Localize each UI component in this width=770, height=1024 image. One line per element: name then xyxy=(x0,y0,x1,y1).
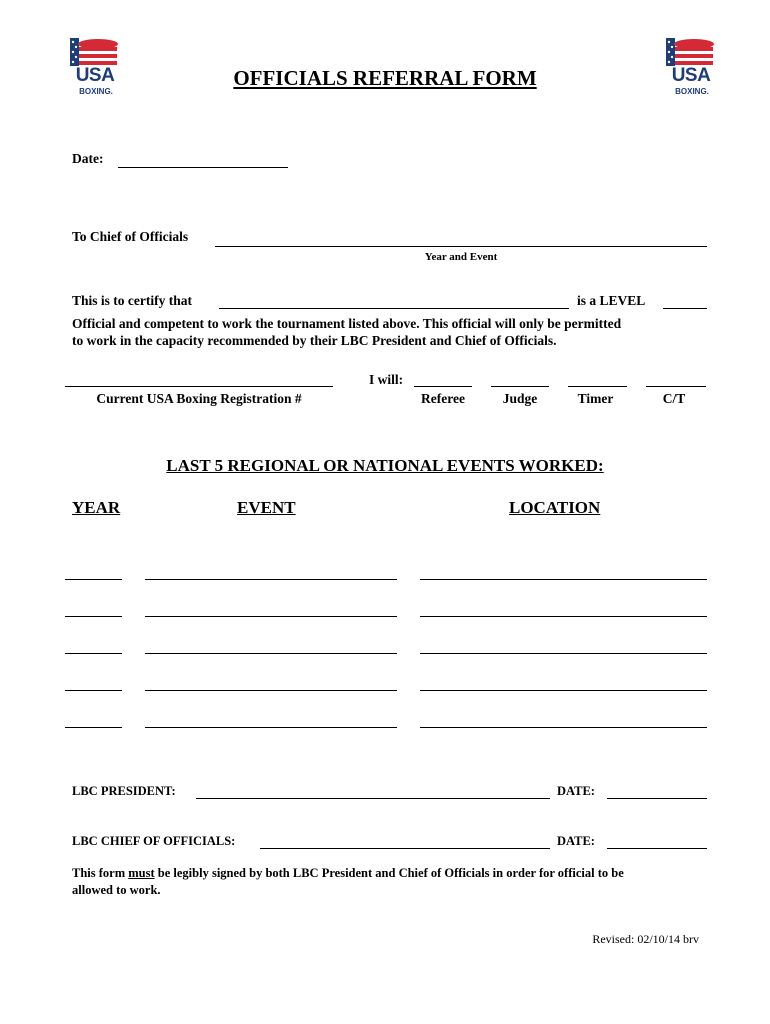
referee-label: Referee xyxy=(421,391,465,406)
certify-prefix: This is to certify that xyxy=(72,293,192,308)
i-will-label: I will: xyxy=(369,372,404,387)
president-date-field[interactable] xyxy=(607,798,707,799)
event-name-field[interactable] xyxy=(145,616,397,617)
chief-date-field[interactable] xyxy=(607,848,707,849)
certify-line-2: Official and competent to work the tournament listed above. This official will only be permitted xyxy=(72,316,622,331)
logo-usa-text: USA xyxy=(75,65,115,86)
timer-label: Timer xyxy=(577,391,614,406)
year-column-header: YEAR xyxy=(72,498,121,517)
ct-label: C/T xyxy=(662,391,686,406)
event-location-field[interactable] xyxy=(420,727,707,728)
event-name-field[interactable] xyxy=(145,727,397,728)
lbc-president-signature-field[interactable] xyxy=(196,798,550,799)
logo-usa-text: USA xyxy=(671,65,711,86)
revised-date: Revised: 02/10/14 brv xyxy=(592,932,699,946)
ct-field[interactable] xyxy=(646,386,706,387)
event-year-field[interactable] xyxy=(65,616,122,617)
president-date-label: DATE: xyxy=(557,784,595,798)
logo-boxing-text: BOXING. xyxy=(675,87,709,96)
lbc-president-label: LBC PRESIDENT: xyxy=(72,784,176,798)
date-label: Date: xyxy=(72,151,104,166)
event-column-header: EVENT xyxy=(237,498,296,517)
certify-line-3: to work in the capacity recommended by their LBC President and Chief of Officials. xyxy=(72,333,557,348)
event-year-field[interactable] xyxy=(65,727,122,728)
lbc-chief-label: LBC CHIEF OF OFFICIALS: xyxy=(72,834,236,848)
date-field[interactable] xyxy=(118,167,288,168)
event-location-field[interactable] xyxy=(420,653,707,654)
signature-notice xyxy=(72,866,624,881)
logo-boxing-text: BOXING. xyxy=(79,87,113,96)
event-year-field[interactable] xyxy=(65,653,122,654)
event-location-field[interactable] xyxy=(420,579,707,580)
official-name-field[interactable] xyxy=(219,308,569,309)
level-label: is a LEVEL xyxy=(577,293,646,308)
event-year-field[interactable] xyxy=(65,579,122,580)
notice-before: This form xyxy=(72,866,129,880)
signature-notice-line-2: allowed to work. xyxy=(72,883,161,897)
judge-field[interactable] xyxy=(491,386,549,387)
events-heading: LAST 5 REGIONAL OR NATIONAL EVENTS WORKED: xyxy=(166,456,604,475)
lbc-chief-signature-field[interactable] xyxy=(260,848,550,849)
notice-emphasis: must xyxy=(128,866,155,880)
location-column-header: LOCATION xyxy=(509,498,601,517)
event-name-field[interactable] xyxy=(145,653,397,654)
year-and-event-field[interactable] xyxy=(215,246,707,247)
event-name-field[interactable] xyxy=(145,579,397,580)
chief-date-label: DATE: xyxy=(557,834,595,848)
event-year-field[interactable] xyxy=(65,690,122,691)
judge-label: Judge xyxy=(502,391,538,406)
referee-field[interactable] xyxy=(414,386,472,387)
level-field[interactable] xyxy=(663,308,707,309)
timer-field[interactable] xyxy=(568,386,627,387)
form-title: OFFICIALS REFERRAL FORM xyxy=(233,66,537,90)
registration-field[interactable] xyxy=(65,386,333,387)
chief-of-officials-label: To Chief of Officials xyxy=(72,229,189,244)
event-location-field[interactable] xyxy=(420,690,707,691)
event-location-field[interactable] xyxy=(420,616,707,617)
notice-after: be legibly signed by both LBC President and Chief of Officials in order for official to be xyxy=(154,866,624,880)
registration-label: Current USA Boxing Registration # xyxy=(96,391,302,406)
year-and-event-caption: Year and Event xyxy=(424,251,498,263)
event-name-field[interactable] xyxy=(145,690,397,691)
